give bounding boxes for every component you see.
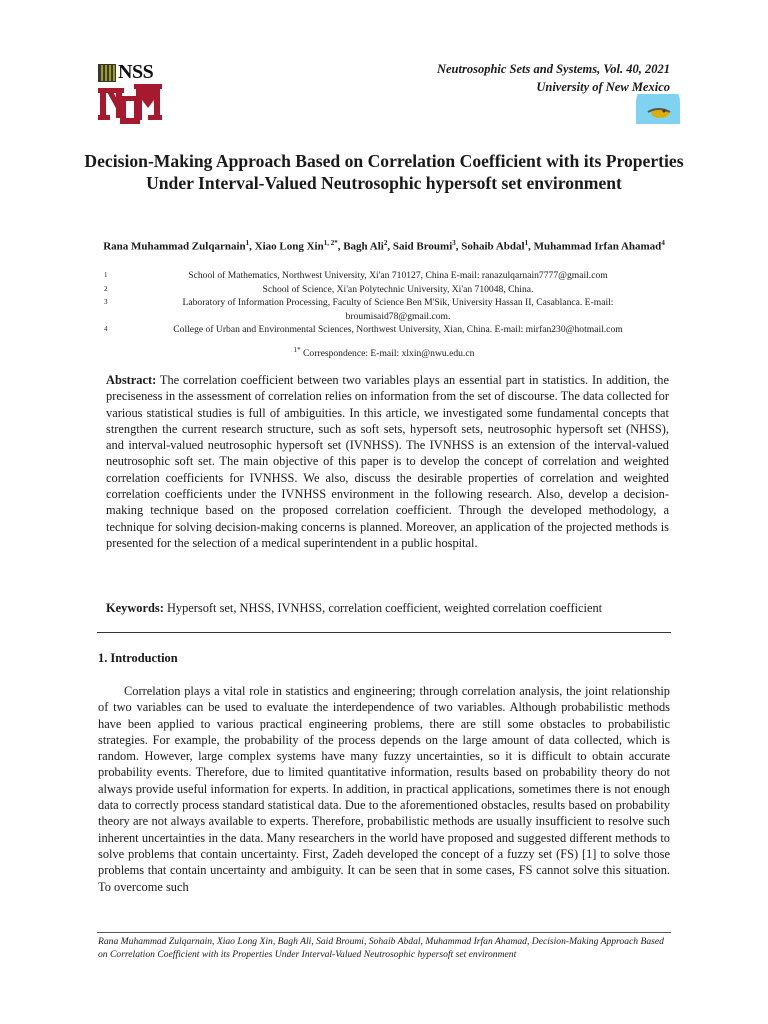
divider <box>97 632 671 633</box>
author-separator: , <box>528 240 534 253</box>
keywords-label: Keywords: <box>106 601 164 615</box>
abstract-text: The correlation coefficient between two variables plays an essential part in statistics. In addition, the preciseness in the assessment of correlation relies on information from the set of discourse. The data collected for various statistical studies is full of ambiguities. In this article, we investigated some fundamental concepts that strengthen the current research structure, such as soft sets, hypersoft sets, neutrosophic hypersoft set (NHSS), and interval-valued neutrosophic hypersoft set (IVNHSS). The IVNHSS is an extension of the interval-valued neutrosophic soft set. The main objective of this paper is to develop the concept of correlation and weighted correlation coefficients for IVNHSS. We also, discuss the desirable properties of correlation and weighted correlation coefficients under the IVNHSS environment in the following research. Also, develop a decision-making technique based on the proposed correlation coefficient. Through the developed methodology, a technique for solving decision-making concerns is planned. Moreover, an application of the projected methods is presented for the selection of a medical superintendent in a public hospital. <box>106 373 669 550</box>
author-sup: 4 <box>661 239 665 247</box>
correspondence-sup: 1* <box>293 346 301 354</box>
footer-citation: Rana Muhammad Zulqarnain, Xiao Long Xin, Bagh Ali, Said Broumi, Sohaib Abdal, Muhammad Irfan Ahamad, Decision-Making Approach Based on Correlation Coefficient with its Properties Under Interval-Valued Neutrosophic hypersoft set environment <box>98 936 664 960</box>
footer-divider <box>97 932 671 933</box>
keywords-text: Hypersoft set, NHSS, IVNHSS, correlation coefficient, weighted correlation coefficient <box>166 601 603 615</box>
affiliation-text: College of Urban and Environmental Sciences, Northwest University, Xian, China. E-mail: mirfan230@hotmail.com <box>173 324 623 335</box>
affiliation-text: School of Mathematics, Northwest University, Xi'an 710127, China E-mail: ranazulqarnain7777@gmail.com <box>188 270 608 281</box>
author-name: Rana Muhammad Zulqarnain <box>103 240 246 253</box>
nss-logo <box>98 61 153 84</box>
keywords <box>106 600 669 616</box>
affiliation-item <box>104 296 664 323</box>
author-list <box>90 235 678 256</box>
author-separator: , <box>337 240 344 253</box>
author-sup: 1 <box>245 239 250 247</box>
abstract <box>106 372 669 551</box>
author-name: Muhammad Irfan Ahamad <box>533 240 662 253</box>
university-name: University of New Mexico <box>536 80 670 94</box>
affiliation-item <box>104 323 664 337</box>
affiliation-text: Laboratory of Information Processing, Faculty of Science Ben M'Sik, University Hassan II, Casablanca. E-mail: broumisaid78@gmail.com. <box>182 297 614 322</box>
correspondence <box>100 346 668 359</box>
nss-logo-text: NSS <box>118 61 154 83</box>
affiliation-item <box>104 283 664 297</box>
author-sup: 1 <box>524 239 529 247</box>
affiliation-number: 2 <box>104 284 108 293</box>
author-sup: 1, 2* <box>323 239 338 247</box>
author-separator: , <box>387 240 393 253</box>
author-sup: 2 <box>383 239 388 247</box>
author-name: Sohaib Abdal <box>461 240 525 253</box>
author-sup: 3 <box>452 239 456 247</box>
author-name: Bagh Ali <box>343 240 384 253</box>
abstract-label: Abstract: <box>106 373 157 387</box>
affiliation-text: School of Science, Xi'an Polytechnic University, Xi'an 710048, China. <box>262 283 534 295</box>
intro-paragraph: Correlation plays a vital role in statistics and engineering; through correlation analysis, the joint relationship of two variables can be used to evaluate the interdependence of two variables. Although probabilistic methods have been applied to various practical engineering problems, there are still some obstacles to probabilistic strategies. For example, the probability of the process depends on the large amount of data collected, which is random. However, large complex systems have many fuzzy uncertainties, so it is difficult to obtain accurate probability events. Therefore, due to limited quantitative information, results based on probability theory do not always provide useful information for experts. In addition, in practical applications, sometimes there is not enough data to correctly process standard statistical data. Due to the aforementioned obstacles, results based on probability theory are not always available to experts. Therefore, probabilistic methods are usually insufficient to resolve such inherent uncertainties in the data. Many researchers in the world have proposed and suggested different methods to solve problems that contain uncertainty. First, Zadeh developed the concept of a fuzzy set (FS) [1] to solve those problems that contain uncertainty and ambiguity. It can be seen that in some cases, FS cannot solve this situation. To overcome such <box>98 684 670 894</box>
affiliation-number: 3 <box>104 298 108 306</box>
author-separator: , <box>249 240 255 253</box>
correspondence-text: Correspondence: E-mail: xlxin@nwu.edu.cn <box>303 348 475 360</box>
unm-logo-icon <box>96 82 164 133</box>
nss-logo-mark-icon <box>98 64 116 82</box>
journal-citation: Neutrosophic Sets and Systems, Vol. 40, 2021 <box>436 62 670 76</box>
corner-decorative-icon <box>636 94 680 129</box>
section-heading: 1. Introduction <box>98 651 178 665</box>
paper-title: Decision-Making Approach Based on Correlation Coefficient with its Properties Under Interval-Valued Neutrosophic hypersoft set environment <box>84 151 684 193</box>
affiliation-number: 4 <box>104 325 108 333</box>
author-separator: , <box>455 240 462 253</box>
affiliations <box>104 269 664 337</box>
affiliation-item <box>104 269 664 283</box>
author-name: Xiao Long Xin <box>254 240 324 253</box>
author-name: Said Broumi <box>392 240 453 253</box>
affiliation-number: 1 <box>104 271 108 279</box>
